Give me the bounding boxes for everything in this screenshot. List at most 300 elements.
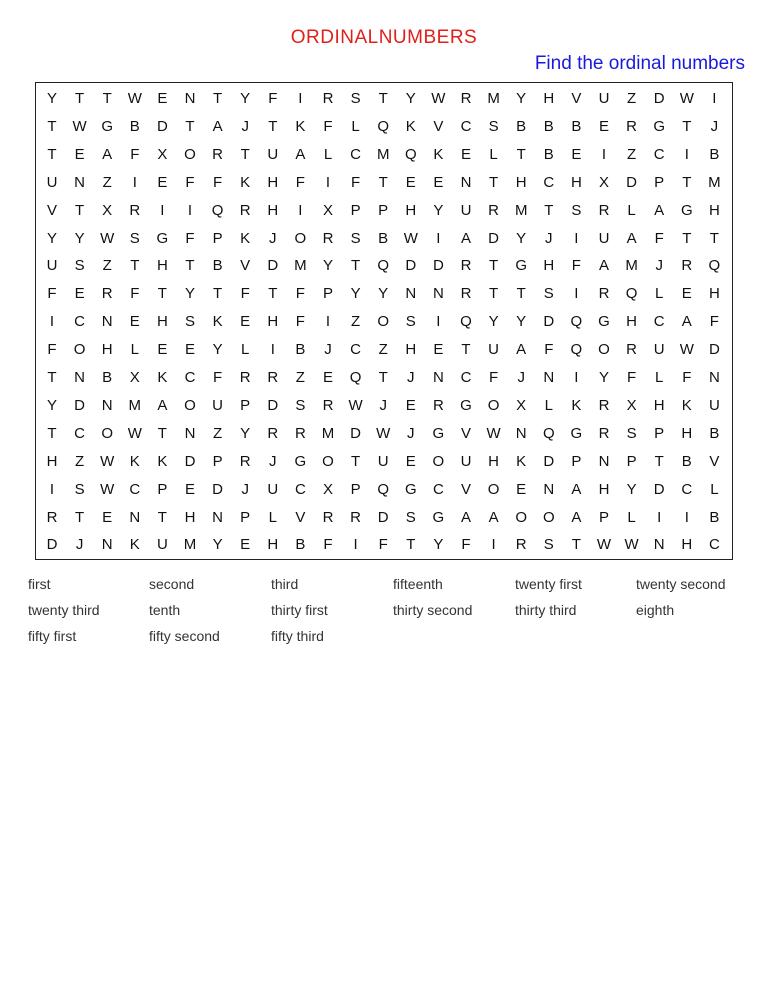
grid-letter: W — [100, 480, 115, 498]
grid-letter: G — [570, 424, 583, 442]
grid-letter: P — [378, 201, 389, 219]
grid-letter: U — [598, 90, 610, 107]
grid-letter: C — [350, 341, 362, 359]
grid-letter: X — [129, 369, 140, 386]
grid-letter: P — [654, 173, 665, 191]
grid-letter: H — [405, 341, 417, 359]
word-list-item: first — [28, 576, 51, 592]
grid-letter: W — [403, 229, 418, 247]
word-list-item: third — [271, 576, 299, 592]
word-list-item: fifty first — [28, 628, 77, 644]
grid-letter: K — [212, 313, 223, 331]
grid-letter: C — [653, 313, 665, 331]
grid-letter: C — [350, 145, 362, 163]
grid-letter: E — [681, 285, 692, 303]
grid-letter: E — [157, 90, 168, 107]
grid-letter: U — [267, 145, 279, 163]
grid-letter: A — [626, 229, 637, 247]
grid-letter: B — [295, 341, 306, 359]
grid-letter: T — [544, 201, 554, 219]
grid-letter: G — [653, 117, 666, 135]
grid-letter: T — [351, 452, 361, 470]
grid-letter: M — [321, 424, 335, 442]
grid-letter: I — [132, 173, 137, 191]
grid-letter: T — [268, 285, 278, 303]
word-list-item: fifty second — [149, 628, 220, 644]
grid-letter: C — [294, 480, 306, 498]
grid-letter: H — [543, 257, 555, 275]
grid-letter: R — [681, 257, 693, 275]
grid-letter: O — [487, 480, 500, 498]
page-title: ORDINALNUMBERS — [290, 27, 478, 48]
grid-letter: V — [46, 201, 57, 219]
grid-letter: R — [460, 257, 472, 275]
grid-letter: J — [655, 257, 663, 275]
grid-letter: F — [295, 173, 305, 191]
grid-letter: F — [130, 285, 140, 303]
grid-letter: Y — [626, 480, 637, 498]
grid-letter: Y — [240, 90, 251, 107]
grid-letter: Y — [598, 369, 609, 386]
grid-letter: S — [405, 508, 416, 526]
grid-letter: Y — [46, 90, 57, 107]
grid-letter: O — [101, 424, 114, 442]
grid-letter: J — [379, 396, 387, 414]
grid-letter: P — [212, 452, 223, 470]
grid-letter: O — [377, 313, 390, 331]
grid-letter: T — [489, 257, 499, 275]
grid-letter: X — [157, 145, 168, 163]
grid-letter: F — [268, 90, 278, 107]
grid-letter: T — [489, 173, 499, 191]
grid-letter: N — [515, 424, 527, 442]
grid-letter: L — [710, 480, 719, 498]
grid-letter: T — [213, 90, 223, 107]
grid-letter: N — [598, 452, 610, 470]
grid-letter: Z — [213, 424, 223, 442]
grid-letter: T — [47, 369, 57, 386]
grid-letter: F — [295, 313, 305, 331]
grid-letter: S — [543, 536, 554, 554]
grid-letter: T — [571, 536, 581, 554]
grid-letter: T — [47, 117, 57, 135]
grid-letter: E — [184, 480, 195, 498]
grid-letter: K — [571, 396, 582, 414]
grid-letter: B — [212, 257, 223, 275]
grid-letter: J — [324, 341, 332, 359]
grid-letter: S — [350, 90, 361, 107]
word-list-item: tenth — [149, 602, 181, 618]
grid-letter: W — [348, 396, 363, 414]
grid-letter: N — [708, 369, 720, 386]
grid-letter: P — [322, 285, 333, 303]
grid-letter: K — [129, 452, 140, 470]
grid-letter: Q — [625, 285, 638, 303]
grid-letter: A — [571, 480, 582, 498]
grid-letter: D — [708, 341, 720, 359]
instructions: Find the ordinal numbers — [534, 53, 745, 74]
grid-letter: H — [543, 90, 555, 107]
grid-letter: E — [322, 369, 333, 386]
grid-letter: K — [240, 173, 251, 191]
grid-letter: K — [240, 229, 251, 247]
grid-letter: B — [543, 145, 554, 163]
grid-letter: F — [709, 313, 719, 331]
grid-letter: X — [598, 173, 609, 191]
grid-letter: O — [487, 396, 500, 414]
grid-letter: Y — [212, 536, 223, 554]
grid-letter: R — [460, 90, 472, 107]
grid-letter: F — [213, 173, 223, 191]
grid-letter: C — [129, 480, 141, 498]
grid-letter: P — [626, 452, 637, 470]
grid-letter: D — [432, 257, 444, 275]
grid-letter: J — [75, 536, 84, 554]
grid-letter: R — [322, 396, 334, 414]
grid-letter: J — [710, 117, 719, 135]
grid-letter: W — [72, 117, 87, 135]
grid-letter: J — [407, 424, 415, 442]
grid-letter: F — [130, 145, 140, 163]
grid-letter: H — [267, 201, 279, 219]
grid-letter: R — [239, 201, 251, 219]
grid-letter: E — [571, 145, 582, 163]
grid-letter: Q — [377, 480, 390, 498]
grid-letter: I — [325, 313, 331, 331]
grid-letter: B — [543, 117, 554, 135]
grid-letter: P — [157, 480, 168, 498]
grid-letter: O — [184, 145, 196, 163]
grid-letter: N — [653, 536, 665, 554]
grid-letter: Y — [184, 285, 195, 303]
grid-letter: T — [157, 285, 167, 303]
grid-letter: U — [156, 536, 168, 554]
grid-letter: M — [487, 90, 500, 107]
grid-letter: I — [270, 341, 275, 359]
grid-letter: S — [129, 229, 140, 247]
grid-letter: S — [543, 285, 554, 303]
grid-letter: I — [49, 480, 55, 498]
grid-letter: M — [128, 396, 142, 414]
grid-letter: I — [353, 536, 358, 554]
grid-letter: O — [73, 341, 86, 359]
grid-letter: M — [294, 257, 307, 275]
grid-letter: R — [488, 201, 500, 219]
grid-letter: M — [376, 145, 390, 163]
grid-letter: G — [432, 424, 445, 442]
grid-letter: N — [184, 90, 196, 107]
grid-letter: P — [350, 201, 361, 219]
grid-letter: H — [184, 508, 196, 526]
grid-letter: F — [213, 369, 223, 386]
grid-letter: D — [350, 424, 362, 442]
grid-letter: P — [240, 396, 251, 414]
grid-letter: T — [185, 117, 195, 135]
grid-letter: Q — [349, 369, 362, 386]
grid-letter: A — [460, 229, 471, 247]
grid-letter: Y — [516, 313, 527, 331]
grid-letter: T — [75, 201, 85, 219]
grid-letter: N — [543, 480, 555, 498]
grid-letter: Q — [377, 117, 390, 135]
grid-letter: L — [655, 369, 664, 386]
grid-letter: A — [516, 341, 527, 359]
word-list-item: thirty second — [393, 602, 473, 618]
grid-letter: F — [185, 173, 195, 191]
grid-letter: T — [461, 341, 471, 359]
grid-letter: S — [295, 396, 306, 414]
grid-letter: D — [267, 396, 279, 414]
grid-letter: G — [460, 396, 472, 414]
word-list-item: twenty first — [515, 576, 582, 592]
grid-letter: S — [488, 117, 499, 135]
grid-letter: Y — [322, 257, 333, 275]
grid-letter: H — [156, 257, 168, 275]
grid-letter: A — [654, 201, 665, 219]
grid-letter: A — [212, 117, 223, 135]
grid-letter: R — [515, 536, 527, 554]
grid-letter: F — [378, 536, 388, 554]
grid-letter: Z — [378, 341, 388, 359]
grid-letter: T — [378, 173, 388, 191]
grid-letter: G — [598, 313, 610, 331]
grid-letter: C — [543, 173, 555, 191]
grid-letter: F — [323, 117, 333, 135]
grid-letter: Z — [102, 257, 112, 275]
grid-letter: D — [377, 508, 389, 526]
grid-letter: T — [682, 117, 692, 135]
grid-letter: Q — [542, 424, 555, 442]
grid-letter: E — [74, 145, 85, 163]
grid-letter: U — [653, 341, 665, 359]
grid-letter: J — [407, 369, 415, 386]
grid-letter: L — [627, 201, 636, 219]
word-list-item: fifteenth — [393, 576, 443, 592]
grid-letter: H — [405, 201, 417, 219]
grid-letter: I — [574, 229, 579, 247]
grid-letter: T — [240, 145, 250, 163]
grid-letter: E — [157, 173, 168, 191]
grid-letter: V — [460, 424, 471, 442]
grid-letter: T — [130, 257, 140, 275]
grid-letter: H — [653, 396, 665, 414]
grid-letter: J — [241, 117, 249, 135]
grid-letter: D — [543, 452, 555, 470]
grid-letter: I — [657, 508, 662, 526]
grid-letter: W — [100, 229, 115, 247]
grid-letter: T — [378, 369, 388, 386]
grid-letter: Q — [377, 257, 390, 275]
grid-letter: H — [598, 480, 610, 498]
grid-letter: R — [350, 508, 362, 526]
grid-letter: T — [654, 452, 664, 470]
grid-letter: N — [405, 285, 417, 303]
grid-letter: V — [433, 117, 444, 135]
grid-letter: F — [240, 285, 250, 303]
grid-letter: B — [681, 452, 692, 470]
grid-letter: Y — [516, 229, 527, 247]
grid-letter: W — [624, 536, 639, 554]
grid-letter: Y — [74, 229, 85, 247]
grid-letter: A — [102, 145, 113, 163]
grid-letter: A — [157, 396, 168, 414]
grid-letter: P — [654, 424, 665, 442]
grid-letter: N — [101, 313, 113, 331]
grid-letter: E — [240, 536, 251, 554]
grid-letter: N — [212, 508, 224, 526]
grid-letter: F — [351, 173, 361, 191]
grid-letter: L — [544, 396, 553, 414]
grid-letter: J — [269, 229, 277, 247]
grid-letter: E — [405, 173, 416, 191]
grid-letter: H — [570, 173, 582, 191]
grid-letter: W — [431, 90, 446, 107]
grid-letter: T — [47, 424, 57, 442]
grid-letter: V — [295, 508, 306, 526]
grid-letter: E — [157, 341, 168, 359]
grid-letter: W — [100, 452, 115, 470]
grid-letter: I — [160, 201, 165, 219]
grid-letter: W — [376, 424, 391, 442]
grid-letter: B — [709, 145, 720, 163]
grid-letter: B — [709, 508, 720, 526]
grid-letter: H — [515, 173, 527, 191]
grid-letter: X — [322, 480, 333, 498]
grid-letter: O — [322, 452, 334, 470]
grid-letter: F — [489, 369, 499, 386]
grid-letter: Y — [488, 313, 499, 331]
grid-letter: T — [157, 508, 167, 526]
grid-letter: E — [74, 285, 85, 303]
grid-letter: M — [514, 201, 528, 219]
grid-letter: O — [542, 508, 555, 526]
grid-letter: G — [432, 508, 445, 526]
grid-letter: A — [460, 508, 471, 526]
grid-letter: I — [298, 90, 303, 107]
grid-letter: X — [322, 201, 333, 219]
grid-letter: E — [184, 341, 195, 359]
grid-letter: F — [47, 341, 57, 359]
grid-letter: N — [101, 536, 113, 554]
grid-letter: L — [489, 145, 498, 163]
grid-letter: D — [543, 313, 555, 331]
word-list-item: thirty first — [271, 602, 328, 618]
grid-letter: R — [598, 424, 610, 442]
grid-letter: H — [46, 452, 58, 470]
grid-letter: T — [47, 145, 57, 163]
grid-letter: O — [294, 229, 307, 247]
grid-letter: S — [405, 313, 416, 331]
grid-letter: R — [626, 117, 638, 135]
grid-letter: R — [460, 285, 472, 303]
grid-letter: V — [240, 257, 251, 275]
grid-letter: A — [571, 508, 582, 526]
word-list-item: fifty third — [271, 628, 324, 644]
grid-letter: I — [325, 173, 331, 191]
grid-letter: R — [322, 229, 334, 247]
grid-letter: U — [708, 396, 720, 414]
grid-letter: S — [184, 313, 195, 331]
grid-letter: G — [294, 452, 307, 470]
grid-letter: R — [294, 424, 306, 442]
grid-letter: Z — [102, 173, 112, 191]
grid-letter: P — [212, 229, 223, 247]
grid-letter: S — [74, 480, 85, 498]
grid-letter: G — [101, 117, 114, 135]
grid-letter: K — [295, 117, 306, 135]
grid-letter: Y — [350, 285, 361, 303]
grid-letter: S — [74, 257, 85, 275]
grid-letter: D — [267, 257, 279, 275]
grid-letter: U — [377, 452, 389, 470]
grid-letter: P — [571, 452, 582, 470]
grid-letter: H — [708, 201, 720, 219]
grid-letter: T — [682, 229, 692, 247]
grid-letter: S — [626, 424, 637, 442]
grid-letter: E — [405, 396, 416, 414]
grid-letter: B — [516, 117, 527, 135]
grid-letter: H — [681, 536, 693, 554]
grid-letter: Z — [351, 313, 361, 331]
grid-letter: L — [268, 508, 277, 526]
grid-letter: L — [130, 341, 139, 359]
grid-letter: L — [351, 117, 360, 135]
grid-letter: R — [626, 341, 638, 359]
grid-letter: M — [625, 257, 638, 275]
grid-letter: H — [267, 536, 279, 554]
grid-letter: E — [433, 341, 444, 359]
grid-letter: B — [709, 424, 720, 442]
grid-letter: C — [460, 117, 472, 135]
grid-letter: N — [432, 285, 444, 303]
grid-letter: B — [129, 117, 140, 135]
grid-letter: U — [460, 452, 472, 470]
grid-letter: P — [350, 480, 361, 498]
grid-letter: O — [515, 508, 528, 526]
grid-letter: J — [269, 452, 277, 470]
grid-letter: B — [295, 536, 306, 554]
grid-letter: D — [184, 452, 196, 470]
grid-letter: L — [323, 145, 333, 163]
grid-letter: D — [405, 257, 417, 275]
grid-letter: D — [653, 480, 665, 498]
grid-letter: N — [460, 173, 472, 191]
grid-letter: L — [627, 508, 636, 526]
grid-letter: T — [709, 229, 719, 247]
grid-letter: D — [488, 229, 500, 247]
grid-letter: Y — [240, 424, 251, 442]
grid-letter: W — [127, 90, 142, 107]
grid-letter: Z — [627, 145, 637, 163]
grid-letter: D — [74, 396, 86, 414]
grid-letter: T — [406, 536, 416, 554]
grid-letter: K — [157, 452, 168, 470]
grid-letter: N — [74, 369, 86, 386]
grid-letter: B — [102, 369, 113, 386]
grid-letter: I — [574, 285, 579, 303]
grid-letter: D — [626, 173, 638, 191]
grid-letter: B — [571, 117, 582, 135]
grid-letter: H — [267, 173, 279, 191]
grid-letter: Y — [46, 396, 57, 414]
grid-letter: R — [598, 396, 610, 414]
grid-letter: D — [156, 117, 168, 135]
grid-letter: A — [488, 508, 499, 526]
grid-letter: W — [596, 536, 612, 554]
grid-letter: R — [239, 369, 251, 386]
grid-letter: V — [709, 452, 720, 470]
grid-letter: T — [102, 90, 112, 107]
